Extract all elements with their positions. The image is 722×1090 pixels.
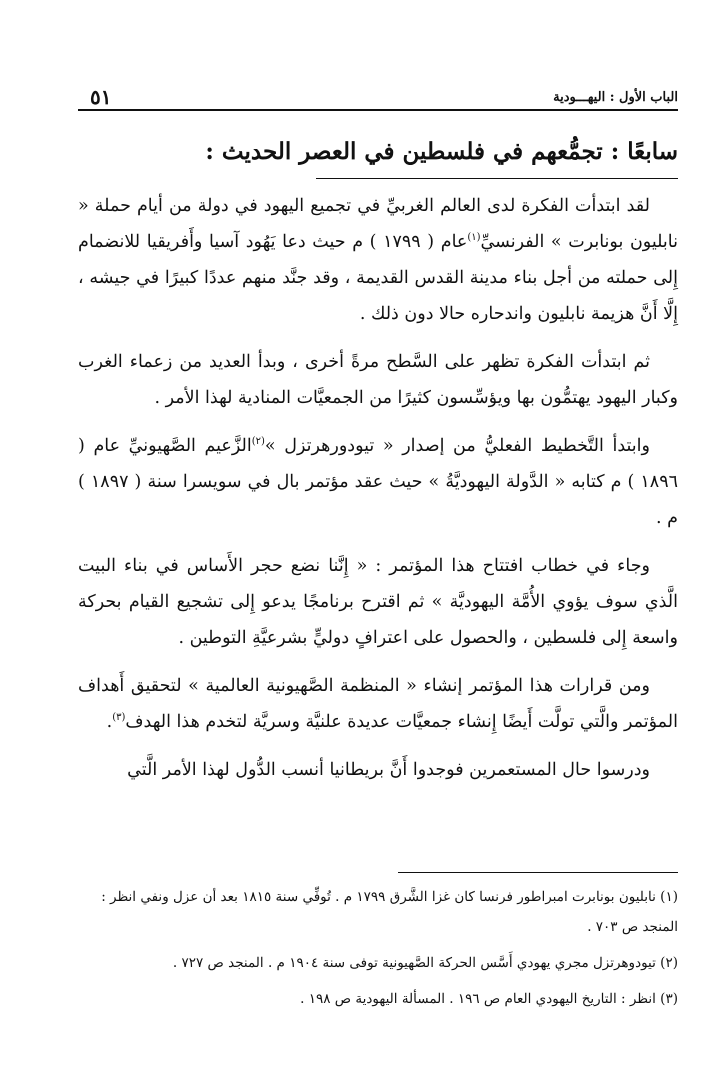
paragraph-text: ومن قرارات هذا المؤتمر إنشاء « المنظمة الصَّهيونية العالمية » لتحقيق أَهداف المؤتمر والَّتي تولَّت أَيضًا إِنشاء جمعيَّات عديدة علنيَّة وسريَّة لتخدم هذا الهدف	[78, 676, 678, 732]
footnotes	[78, 882, 678, 1020]
paragraph-text: .	[106, 712, 113, 732]
paragraph-text: لقد ابتدأت الفكرة لدى العالم الغربيِّ في تجميع اليهود في دولة من أيام حملة « نابليون بونابرت » الفرنسيِّ	[78, 196, 678, 252]
paragraph-1	[78, 188, 678, 332]
paragraph-6: ودرسوا حال المستعمرين فوجدوا أَنَّ بريطانيا أنسب الدُّول لهذا الأمر الَّتي	[127, 760, 650, 780]
footnote-ref-2: (٢)	[251, 436, 265, 448]
footnote-separator	[398, 872, 678, 873]
footnote-2: (٢) تيودوهرتزل مجري يهودي أَسَّس الحركة الصَّهيونية توفى سنة ١٩٠٤ م . المنجد ص ٧٢٧ .	[172, 955, 678, 971]
footnote-ref-3: (٣)	[112, 712, 126, 724]
header-rule	[78, 109, 678, 111]
book-page	[78, 0, 678, 1090]
paragraph-4: وجاء في خطاب افتتاح هذا المؤتمر : « إِنَّنا نضع حجر الأَساس في بناء البيت الَّذي سوف يؤوي الأُمَّة اليهوديَّة » ثم اقترح برنامجًا يدعو إِلى تشجيع القيام بحركة واسعة إِلى فلسطين ، والحصول على اعترافٍ دوليٍّ بشرعيَّةِ التوطين .	[78, 556, 678, 648]
section-title: سابعًا : تجمُّعهم في فلسطين في العصر الحديث :	[205, 138, 678, 165]
paragraph-3	[78, 428, 678, 536]
paragraph-text: عام ( ١٧٩٩ ) م حيث دعا يَهُود آسيا وأَفريقيا للانضمام إِلى حملته من أجل بناء مدينة القدس القديمة ، وقد جنَّد منهم عددًا كبيرًا في جيشه ، إِلَّا أَنَّ هزيمة نابليون واندحاره حالا دون ذلك .	[78, 232, 678, 324]
paragraph-text: الزَّعيم الصَّهيونيِّ عام ( ١٨٩٦ ) م كتابه « الدَّولة اليهوديَّةُ » حيث عقد مؤتمر بال في سويسرا سنة ( ١٨٩٧ ) م .	[78, 436, 679, 528]
footnote-3: (٣) انظر : التاريخ اليهودي العام ص ١٩٦ . المسألة اليهودية ص ١٩٨ .	[300, 991, 678, 1007]
paragraph-2: ثم ابتدأت الفكرة تظهر على السَّطح مرةً أخرى ، وبدأ العديد من زعماء الغرب وكبار اليهود يهتمُّون بها ويؤسِّسون كثيرًا من الجمعيَّات المنادية لهذا الأمر .	[78, 352, 678, 408]
body-text	[78, 188, 678, 868]
footnote-ref-1: (١)	[467, 232, 481, 244]
paragraph-5	[78, 668, 678, 740]
chapter-label: الباب الأول : اليهـــودية	[553, 89, 678, 105]
footnote-1: (١) نابليون بونابرت امبراطور فرنسا كان غزا الشَّرق ١٧٩٩ م . تُوفِّي سنة ١٨١٥ بعد أن عزل ونفي انظر : المنجد ص ٧٠٣ .	[101, 889, 678, 935]
running-header	[78, 86, 678, 108]
paragraph-text: وابتدأ التَّخطيط الفعليُّ من إصدار « تيودورهرتزل »	[264, 436, 650, 456]
section-title-underline	[316, 178, 678, 179]
page-number: ٥١	[90, 85, 112, 109]
